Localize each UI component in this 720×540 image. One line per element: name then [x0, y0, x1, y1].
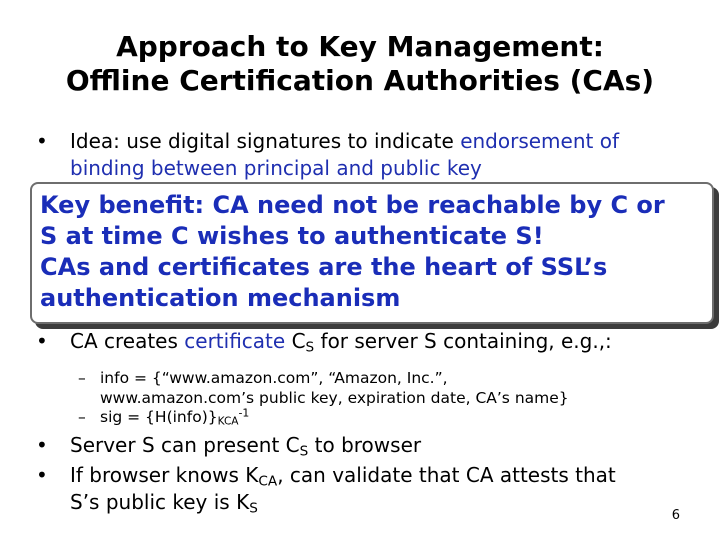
bullet-present-text: Server S can present $C_S$ to browser [70, 433, 422, 460]
dash-marker: – [78, 369, 86, 387]
endorsement-highlight: endorsement of [460, 129, 619, 153]
bullet-validate-text: If browser knows $K_{CA}$, can validate that CA attests that S’s public key is $K_S$ [70, 463, 616, 517]
bullet-idea [36, 128, 686, 182]
info-line-1: info = {“www.amazon.com”, “Amazon, Inc.”, [100, 369, 448, 387]
certificate-highlight: certificate [184, 329, 286, 353]
sig-text: sig = $\{H(info)\}_{KCA}^{-1}$ [100, 406, 250, 428]
title-line-2: Offline Certification Authorities (CAs) [65, 64, 655, 97]
dash-marker: – [78, 408, 86, 426]
callout-line-2: S at time C wishes to authenticate S! [40, 222, 544, 250]
key-benefit-callout [30, 182, 714, 324]
callout-line-4: authentication mechanism [40, 284, 401, 312]
bullet-browser-validate [36, 462, 686, 516]
bullet-marker: • [36, 329, 48, 353]
callout-line-1: Key benefit: CA need not be reachable by C or [40, 191, 665, 219]
slide-title [0, 30, 720, 98]
bullet-marker: • [36, 463, 48, 487]
bullet-marker: • [36, 129, 48, 153]
callout-line-3: CAs and certificates are the heart of SSL’s [40, 253, 608, 281]
bullet-marker: • [36, 433, 48, 457]
bullet-ca-creates [36, 328, 696, 355]
binding-highlight: binding between principal and public key [70, 156, 482, 180]
title-line-1: Approach to Key Management: [116, 30, 604, 63]
page-number: 6 [671, 508, 680, 523]
bullet-ca-creates-text: CA creates certificate $C_S$ for server S containing, e.g.,: [70, 329, 612, 356]
sub-bullet-sig [78, 407, 678, 427]
sub-bullet-info [78, 368, 678, 408]
info-line-2: www.amazon.com’s public key, expiration date, CA’s name} [100, 389, 569, 407]
bullet-server-present [36, 432, 686, 459]
bullet-idea-text: Idea: use digital signatures to indicate endorsement of binding between principal and public key [70, 129, 619, 180]
